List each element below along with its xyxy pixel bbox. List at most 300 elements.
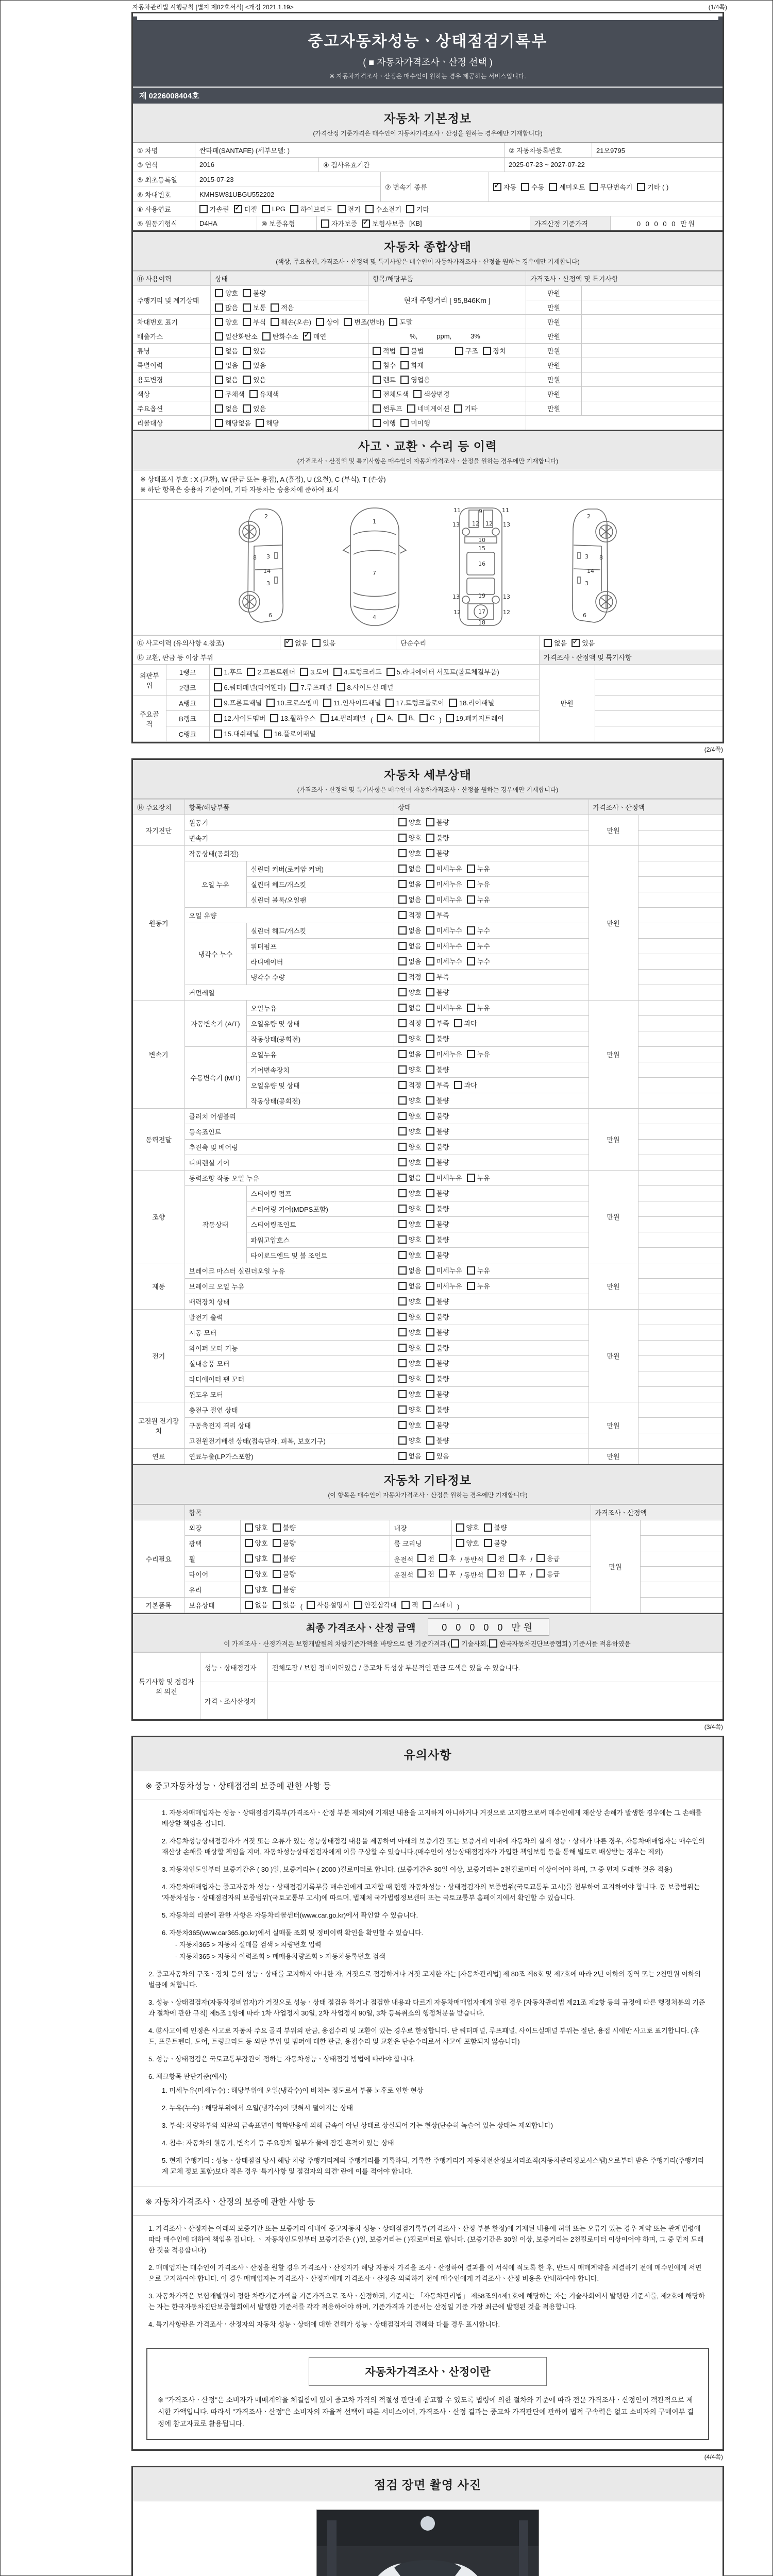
checkbox-option[interactable] <box>398 817 422 827</box>
checkbox-option[interactable] <box>398 833 422 842</box>
checkbox-icon[interactable] <box>373 404 381 413</box>
checkbox-icon[interactable] <box>398 926 407 935</box>
checkbox-option[interactable] <box>245 1538 268 1548</box>
checkbox-icon[interactable] <box>214 683 222 691</box>
checkbox-option[interactable] <box>354 1600 397 1609</box>
checkbox-option[interactable] <box>536 1553 560 1563</box>
checkbox-option[interactable] <box>509 1569 526 1579</box>
checkbox-icon[interactable] <box>398 988 407 996</box>
checkbox-option[interactable] <box>454 403 477 413</box>
checkbox-option[interactable] <box>398 1095 422 1105</box>
checkbox-option[interactable] <box>426 833 449 842</box>
checkbox-option[interactable] <box>419 714 434 722</box>
checkbox-icon[interactable] <box>215 376 223 384</box>
checkbox-icon[interactable] <box>373 361 381 369</box>
checkbox-icon[interactable] <box>243 289 251 297</box>
checkbox-icon[interactable] <box>426 1189 434 1197</box>
checkbox-icon[interactable] <box>398 1081 407 1089</box>
checkbox-icon[interactable] <box>467 895 475 904</box>
checkbox-icon[interactable] <box>439 1554 447 1562</box>
checkbox-option[interactable] <box>426 1157 449 1167</box>
checkbox-icon[interactable] <box>243 303 251 312</box>
checkbox-option[interactable] <box>273 1600 296 1609</box>
checkbox-icon[interactable] <box>245 1570 253 1578</box>
checkbox-icon[interactable] <box>266 699 275 707</box>
checkbox-icon[interactable] <box>426 1112 434 1120</box>
checkbox-icon[interactable] <box>544 639 552 647</box>
checkbox-icon[interactable] <box>454 1019 462 1027</box>
checkbox-option[interactable] <box>243 302 266 312</box>
checkbox-option[interactable] <box>398 1080 422 1090</box>
checkbox-icon[interactable] <box>215 303 223 312</box>
checkbox-icon[interactable] <box>426 1035 434 1043</box>
checkbox-option[interactable] <box>454 1018 477 1028</box>
checkbox-option[interactable] <box>544 638 567 648</box>
checkbox-icon[interactable] <box>338 205 346 213</box>
checkbox-icon[interactable] <box>398 1313 407 1321</box>
checkbox-option[interactable] <box>215 346 238 355</box>
checkbox-option[interactable] <box>215 302 238 312</box>
checkbox-icon[interactable] <box>488 1569 496 1578</box>
checkbox-icon[interactable] <box>400 347 409 355</box>
checkbox-option[interactable] <box>264 728 316 738</box>
checkbox-option[interactable] <box>386 667 499 676</box>
checkbox-icon[interactable] <box>549 183 557 191</box>
checkbox-option[interactable] <box>446 713 504 723</box>
checkbox-icon[interactable] <box>398 1112 407 1120</box>
checkbox-option[interactable] <box>321 218 357 228</box>
checkbox-icon[interactable] <box>215 419 223 427</box>
checkbox-option[interactable] <box>467 1003 490 1012</box>
checkbox-option[interactable] <box>467 956 490 966</box>
checkbox-option[interactable] <box>483 346 506 355</box>
checkbox-icon[interactable] <box>398 1174 407 1182</box>
checkbox-icon[interactable] <box>426 1251 434 1259</box>
checkbox-icon[interactable] <box>426 988 434 996</box>
checkbox-icon[interactable] <box>398 1189 407 1197</box>
checkbox-option[interactable] <box>426 1451 449 1461</box>
checkbox-icon[interactable] <box>273 1554 281 1563</box>
checkbox-option[interactable] <box>245 1584 268 1594</box>
checkbox-option[interactable] <box>398 1173 422 1182</box>
checkbox-icon[interactable] <box>215 332 223 341</box>
checkbox-icon[interactable] <box>426 1235 434 1244</box>
checkbox-icon[interactable] <box>273 1585 281 1594</box>
checkbox-option[interactable] <box>398 1234 422 1244</box>
checkbox-icon[interactable] <box>456 1539 464 1547</box>
checkbox-icon[interactable] <box>215 361 223 369</box>
checkbox-icon[interactable] <box>398 957 407 965</box>
checkbox-icon[interactable] <box>307 1601 315 1609</box>
checkbox-option[interactable] <box>426 910 449 920</box>
checkbox-icon[interactable] <box>426 1174 434 1182</box>
checkbox-icon[interactable] <box>273 1570 281 1578</box>
checkbox-icon[interactable] <box>413 390 422 398</box>
checkbox-icon[interactable] <box>273 1523 281 1532</box>
checkbox-icon[interactable] <box>398 1035 407 1043</box>
checkbox-option[interactable] <box>439 1569 456 1579</box>
checkbox-icon[interactable] <box>398 895 407 904</box>
checkbox-icon[interactable] <box>467 957 475 965</box>
checkbox-icon[interactable] <box>426 1266 434 1275</box>
checkbox-icon[interactable] <box>521 183 529 191</box>
checkbox-icon[interactable] <box>398 1328 407 1336</box>
checkbox-option[interactable] <box>400 346 424 355</box>
checkbox-option[interactable] <box>426 1018 449 1028</box>
checkbox-icon[interactable] <box>637 183 645 191</box>
checkbox-icon[interactable] <box>406 205 414 213</box>
checkbox-icon[interactable] <box>398 865 407 873</box>
checkbox-icon[interactable] <box>262 332 271 341</box>
checkbox-option[interactable] <box>426 1080 449 1090</box>
checkbox-icon[interactable] <box>214 714 222 722</box>
checkbox-option[interactable] <box>398 1064 422 1074</box>
checkbox-option[interactable] <box>454 1080 477 1090</box>
checkbox-icon[interactable] <box>426 895 434 904</box>
checkbox-option[interactable] <box>521 182 544 192</box>
checkbox-icon[interactable] <box>398 942 407 950</box>
checkbox-icon[interactable] <box>243 361 251 369</box>
checkbox-option[interactable] <box>426 1420 449 1430</box>
checkbox-icon[interactable] <box>398 1065 407 1074</box>
checkbox-icon[interactable] <box>417 1554 426 1562</box>
checkbox-option[interactable] <box>590 182 632 192</box>
checkbox-icon[interactable] <box>426 1297 434 1306</box>
checkbox-option[interactable] <box>214 667 243 676</box>
checkbox-icon[interactable] <box>398 1158 407 1166</box>
checkbox-icon[interactable] <box>398 1266 407 1275</box>
checkbox-option[interactable] <box>398 1327 422 1337</box>
checkbox-option[interactable] <box>426 817 449 827</box>
checkbox-option[interactable] <box>245 1553 268 1563</box>
checkbox-icon[interactable] <box>398 911 407 919</box>
checkbox-option[interactable] <box>398 1111 422 1121</box>
checkbox-option[interactable] <box>373 418 396 428</box>
checkbox-icon[interactable] <box>398 1050 407 1058</box>
checkbox-option[interactable] <box>456 1522 479 1532</box>
checkbox-option[interactable] <box>214 682 286 692</box>
checkbox-option[interactable] <box>467 1265 490 1275</box>
checkbox-option[interactable] <box>484 1522 507 1532</box>
checkbox-option[interactable] <box>401 1600 418 1609</box>
checkbox-icon[interactable] <box>270 714 278 722</box>
checkbox-icon[interactable] <box>419 714 428 722</box>
checkbox-option[interactable] <box>426 956 462 966</box>
checkbox-option[interactable] <box>215 331 258 341</box>
checkbox-icon[interactable] <box>467 880 475 888</box>
checkbox-icon[interactable] <box>426 1421 434 1429</box>
checkbox-icon[interactable] <box>398 818 407 826</box>
checkbox-option[interactable] <box>398 1003 422 1012</box>
checkbox-option[interactable] <box>243 403 266 413</box>
checkbox-icon[interactable] <box>245 1554 253 1563</box>
checkbox-icon[interactable] <box>243 404 251 413</box>
checkbox-icon[interactable] <box>398 1205 407 1213</box>
checkbox-option[interactable] <box>426 1188 449 1198</box>
checkbox-option[interactable] <box>426 1265 462 1275</box>
checkbox-icon[interactable] <box>373 347 381 355</box>
checkbox-option[interactable] <box>426 1234 449 1244</box>
checkbox-option[interactable] <box>333 667 382 676</box>
checkbox-icon[interactable] <box>467 1004 475 1012</box>
checkbox-icon[interactable] <box>264 730 272 738</box>
checkbox-option[interactable] <box>398 894 422 904</box>
checkbox-option[interactable] <box>215 403 238 413</box>
checkbox-option[interactable] <box>426 1219 449 1229</box>
checkbox-icon[interactable] <box>398 714 407 722</box>
checkbox-icon[interactable] <box>426 911 434 919</box>
checkbox-option[interactable] <box>373 389 409 399</box>
checkbox-icon[interactable] <box>398 834 407 842</box>
checkbox-option[interactable] <box>426 1435 449 1445</box>
checkbox-icon[interactable] <box>426 1452 434 1460</box>
checkbox-option[interactable] <box>385 698 444 707</box>
checkbox-option[interactable] <box>426 1281 462 1291</box>
checkbox-icon[interactable] <box>245 1523 253 1532</box>
checkbox-option[interactable] <box>398 1126 422 1136</box>
checkbox-option[interactable] <box>398 925 422 935</box>
checkbox-icon[interactable] <box>256 419 264 427</box>
checkbox-icon[interactable] <box>300 668 308 676</box>
checkbox-option[interactable] <box>398 1358 422 1368</box>
checkbox-icon[interactable] <box>407 404 415 413</box>
checkbox-icon[interactable] <box>215 289 223 297</box>
checkbox-option[interactable] <box>426 1142 449 1151</box>
checkbox-icon[interactable] <box>509 1554 517 1562</box>
checkbox-option[interactable] <box>572 638 595 648</box>
checkbox-icon[interactable] <box>337 683 345 691</box>
checkbox-option[interactable] <box>426 1204 449 1213</box>
checkbox-icon[interactable] <box>446 714 454 722</box>
checkbox-option[interactable] <box>426 1389 449 1399</box>
checkbox-icon[interactable] <box>426 1065 434 1074</box>
checkbox-option[interactable] <box>273 1553 296 1563</box>
checkbox-option[interactable] <box>300 667 329 676</box>
checkbox-icon[interactable] <box>426 1004 434 1012</box>
checkbox-option[interactable] <box>400 418 430 428</box>
checkbox-option[interactable] <box>398 848 422 858</box>
checkbox-option[interactable] <box>215 317 238 327</box>
checkbox-option[interactable] <box>455 346 478 355</box>
checkbox-option[interactable] <box>398 714 415 722</box>
checkbox-option[interactable] <box>417 1553 434 1563</box>
checkbox-icon[interactable] <box>398 849 407 857</box>
checkbox-option[interactable] <box>467 925 490 935</box>
checkbox-checked-icon[interactable] <box>493 183 501 191</box>
checkbox-icon[interactable] <box>484 1523 492 1532</box>
checkbox-icon[interactable] <box>449 699 457 707</box>
checkbox-option[interactable] <box>398 956 422 966</box>
checkbox-icon[interactable] <box>386 668 395 676</box>
checkbox-icon[interactable] <box>426 865 434 873</box>
checkbox-icon[interactable] <box>426 1220 434 1228</box>
checkbox-icon[interactable] <box>455 347 463 355</box>
checkbox-icon[interactable] <box>426 942 434 950</box>
checkbox-icon[interactable] <box>215 390 223 398</box>
checkbox-option[interactable] <box>488 1553 505 1563</box>
checkbox-icon[interactable] <box>398 1359 407 1367</box>
checkbox-option[interactable] <box>247 667 295 676</box>
checkbox-option[interactable] <box>467 894 490 904</box>
checkbox-icon[interactable] <box>426 957 434 965</box>
checkbox-option[interactable] <box>467 863 490 873</box>
checkbox-icon[interactable] <box>398 1344 407 1352</box>
checkbox-icon[interactable] <box>426 1127 434 1136</box>
checkbox-icon[interactable] <box>398 1375 407 1383</box>
checkbox-option[interactable] <box>493 182 516 192</box>
checkbox-option[interactable] <box>426 863 462 873</box>
checkbox-icon[interactable] <box>398 1143 407 1151</box>
checkbox-option[interactable] <box>398 1420 422 1430</box>
checkbox-icon[interactable] <box>398 1220 407 1228</box>
checkbox-checked-icon[interactable] <box>572 639 580 647</box>
checkbox-option[interactable] <box>398 1033 422 1043</box>
checkbox-option[interactable] <box>323 698 381 707</box>
checkbox-icon[interactable] <box>271 318 279 326</box>
checkbox-option[interactable] <box>398 1049 422 1059</box>
checkbox-option[interactable] <box>398 1018 422 1028</box>
checkbox-icon[interactable] <box>312 639 321 647</box>
checkbox-option[interactable] <box>456 1538 479 1548</box>
checkbox-option[interactable] <box>426 1111 449 1121</box>
checkbox-option[interactable] <box>199 204 229 214</box>
checkbox-option[interactable] <box>373 360 396 370</box>
checkbox-icon[interactable] <box>243 347 251 355</box>
checkbox-icon[interactable] <box>426 1359 434 1367</box>
checkbox-icon[interactable] <box>467 926 475 935</box>
checkbox-option[interactable] <box>365 204 401 214</box>
checkbox-option[interactable] <box>426 1126 449 1136</box>
checkbox-option[interactable] <box>243 360 266 370</box>
checkbox-option[interactable] <box>266 698 318 707</box>
checkbox-icon[interactable] <box>215 347 223 355</box>
checkbox-icon[interactable] <box>215 404 223 413</box>
checkbox-icon[interactable] <box>245 1539 253 1547</box>
checkbox-option[interactable] <box>489 1639 568 1648</box>
checkbox-icon[interactable] <box>426 1328 434 1336</box>
checkbox-option[interactable] <box>245 1522 268 1532</box>
checkbox-icon[interactable] <box>439 1569 447 1578</box>
checkbox-option[interactable] <box>426 1404 449 1414</box>
checkbox-option[interactable] <box>214 728 259 738</box>
checkbox-icon[interactable] <box>426 1019 434 1027</box>
checkbox-option[interactable] <box>234 204 257 214</box>
checkbox-option[interactable] <box>398 1157 422 1167</box>
checkbox-icon[interactable] <box>316 318 324 326</box>
checkbox-option[interactable] <box>316 317 339 327</box>
checkbox-option[interactable] <box>400 360 424 370</box>
checkbox-option[interactable] <box>243 375 266 384</box>
checkbox-option[interactable] <box>449 698 494 707</box>
checkbox-option[interactable] <box>398 1404 422 1414</box>
checkbox-icon[interactable] <box>398 1096 407 1105</box>
checkbox-option[interactable] <box>262 331 298 341</box>
checkbox-icon[interactable] <box>398 1282 407 1290</box>
checkbox-icon[interactable] <box>426 880 434 888</box>
checkbox-option[interactable] <box>400 375 430 384</box>
checkbox-icon[interactable] <box>199 205 208 213</box>
checkbox-icon[interactable] <box>467 865 475 873</box>
checkbox-option[interactable] <box>398 879 422 889</box>
checkbox-icon[interactable] <box>426 1096 434 1105</box>
checkbox-icon[interactable] <box>290 205 298 213</box>
checkbox-option[interactable] <box>426 879 462 889</box>
checkbox-option[interactable] <box>398 1296 422 1306</box>
checkbox-option[interactable] <box>398 941 422 951</box>
checkbox-option[interactable] <box>426 1095 449 1105</box>
checkbox-icon[interactable] <box>509 1569 517 1578</box>
checkbox-icon[interactable] <box>398 973 407 981</box>
checkbox-checked-icon[interactable] <box>362 219 370 228</box>
checkbox-icon[interactable] <box>398 1421 407 1429</box>
checkbox-option[interactable] <box>307 1600 349 1609</box>
checkbox-option[interactable] <box>214 713 266 723</box>
checkbox-option[interactable] <box>426 1374 449 1383</box>
checkbox-icon[interactable] <box>426 1375 434 1383</box>
checkbox-icon[interactable] <box>377 714 385 722</box>
checkbox-option[interactable] <box>398 987 422 997</box>
checkbox-icon[interactable] <box>398 1297 407 1306</box>
checkbox-option[interactable] <box>398 1389 422 1399</box>
checkbox-icon[interactable] <box>484 1539 492 1547</box>
checkbox-option[interactable] <box>426 1033 449 1043</box>
checkbox-icon[interactable] <box>426 1405 434 1414</box>
checkbox-option[interactable] <box>426 1064 449 1074</box>
checkbox-icon[interactable] <box>536 1569 545 1578</box>
checkbox-option[interactable] <box>290 204 333 214</box>
checkbox-option[interactable] <box>273 1538 296 1548</box>
checkbox-icon[interactable] <box>467 1282 475 1290</box>
checkbox-option[interactable] <box>484 1538 507 1548</box>
checkbox-icon[interactable] <box>426 973 434 981</box>
checkbox-option[interactable] <box>439 1553 456 1563</box>
checkbox-icon[interactable] <box>333 668 342 676</box>
checkbox-icon[interactable] <box>467 1174 475 1182</box>
checkbox-option[interactable] <box>426 941 462 951</box>
checkbox-icon[interactable] <box>426 1081 434 1089</box>
checkbox-option[interactable] <box>398 1312 422 1321</box>
checkbox-option[interactable] <box>426 1358 449 1368</box>
checkbox-option[interactable] <box>406 204 429 214</box>
checkbox-icon[interactable] <box>489 1639 497 1648</box>
checkbox-option[interactable] <box>373 375 396 384</box>
checkbox-icon[interactable] <box>400 361 409 369</box>
checkbox-icon[interactable] <box>417 1569 426 1578</box>
checkbox-icon[interactable] <box>488 1554 496 1562</box>
checkbox-option[interactable] <box>270 713 315 723</box>
checkbox-option[interactable] <box>214 698 262 707</box>
checkbox-option[interactable] <box>426 925 462 935</box>
checkbox-icon[interactable] <box>245 1585 253 1594</box>
checkbox-option[interactable] <box>637 182 668 192</box>
checkbox-option[interactable] <box>398 1188 422 1198</box>
checkbox-checked-icon[interactable] <box>234 205 242 213</box>
checkbox-option[interactable] <box>398 972 422 981</box>
checkbox-icon[interactable] <box>426 1313 434 1321</box>
checkbox-option[interactable] <box>271 302 294 312</box>
checkbox-icon[interactable] <box>262 205 270 213</box>
checkbox-option[interactable] <box>245 1569 268 1579</box>
checkbox-option[interactable] <box>398 1435 422 1445</box>
checkbox-icon[interactable] <box>214 699 222 707</box>
checkbox-option[interactable] <box>321 713 366 723</box>
checkbox-option[interactable] <box>509 1553 526 1563</box>
checkbox-icon[interactable] <box>423 1601 431 1609</box>
checkbox-option[interactable] <box>549 182 585 192</box>
checkbox-icon[interactable] <box>243 376 251 384</box>
checkbox-option[interactable] <box>215 375 238 384</box>
checkbox-icon[interactable] <box>247 668 255 676</box>
